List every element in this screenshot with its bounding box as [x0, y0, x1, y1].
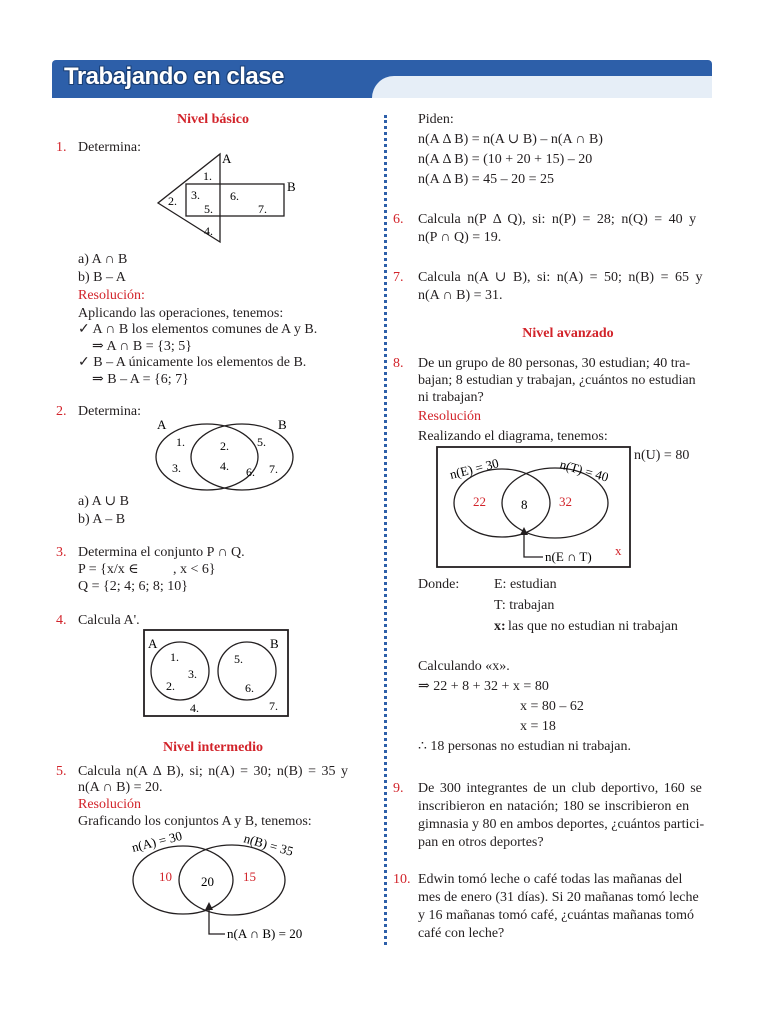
region-7: 7. — [269, 699, 278, 713]
region-3: 3. — [191, 188, 200, 202]
region-6: 6. — [246, 465, 255, 479]
problem-5-formula-2: n(A Δ B) = (10 + 20 + 15) – 20 — [418, 152, 593, 167]
problem-8-line-4: Realizando el diagrama, tenemos: — [418, 429, 608, 444]
problem-3-number: 3. — [56, 545, 67, 560]
problem-9-line-2: inscribieron en natación; 180 se inscribieron en — [418, 799, 690, 814]
problem-4-prompt: Calcula A'. — [78, 613, 140, 628]
level-adv-heading: Nivel avanzado — [522, 326, 614, 341]
definition-x: las que no estudian ni trabajan — [508, 619, 678, 634]
problem-10-line-3: y 16 mañanas tomó café, ¿cuántas mañanas tomó — [418, 908, 695, 923]
problem-7-line-2: n(A ∩ B) = 31. — [418, 288, 503, 303]
problem-1-prompt: Determina: — [78, 140, 141, 155]
problem-6-number: 6. — [393, 212, 404, 227]
label-b: B — [287, 179, 296, 194]
problem-5-line-3: Graficando los conjuntos A y B, tenemos: — [78, 814, 312, 829]
region-4: 4. — [190, 701, 199, 715]
label-n-t: n(T) = 40 — [558, 456, 611, 485]
problem-8-line-3: ni trabajan? — [418, 390, 484, 405]
value-intersection: 20 — [201, 874, 214, 889]
region-4: 4. — [220, 459, 229, 473]
label-a: A — [148, 636, 158, 651]
region-3: 3. — [188, 667, 197, 681]
problem-5-line-2: n(A ∩ B) = 20. — [78, 780, 163, 795]
region-6: 6. — [245, 681, 254, 695]
problem-1-step-4: ✓ B – A únicamente los elementos de B. — [78, 355, 307, 370]
section-banner — [52, 60, 712, 98]
problem-3-line-3: Q = {2; 4; 6; 8; 10} — [78, 579, 189, 594]
problem-1-step-2: ✓ A ∩ B los elementos comunes de A y B. — [78, 322, 318, 337]
universe-rectangle — [144, 630, 288, 716]
problem-5-formula-3: n(A Δ B) = 45 – 20 = 25 — [418, 172, 555, 187]
region-4: 4. — [204, 224, 213, 238]
where-label: Donde: — [418, 577, 460, 592]
problem-1-step-5: ⇒ B – A = {6; 7} — [92, 372, 189, 387]
definition-t: T: trabajan — [494, 598, 555, 613]
problem-8-number: 8. — [393, 356, 404, 371]
calc-step-3: x = 18 — [520, 719, 556, 734]
problem-5-formula-1: n(A Δ B) = n(A ∪ B) – n(A ∩ B) — [418, 132, 603, 147]
circle-set-b — [191, 424, 293, 490]
problem-2-option-b: b) A – B — [78, 512, 126, 527]
problem-8-diagram — [435, 445, 635, 570]
section-title: Trabajando en clase — [64, 63, 284, 90]
calc-step-2: x = 80 – 62 — [520, 699, 584, 714]
banner-accent — [372, 76, 712, 98]
problem-7-number: 7. — [393, 270, 404, 285]
label-a: A — [157, 417, 167, 432]
label-n-intersection: n(A ∩ B) = 20 — [227, 926, 303, 941]
problem-4-diagram — [142, 628, 292, 720]
level-basic-heading: Nivel básico — [177, 112, 249, 127]
problem-8-resolution-label: Resolución — [418, 409, 481, 424]
region-1: 1. — [176, 435, 185, 449]
problem-2-prompt: Determina: — [78, 404, 141, 419]
problem-2-diagram — [150, 415, 300, 495]
value-x: x — [615, 543, 622, 558]
calc-step-1: ⇒ 22 + 8 + 32 + x = 80 — [418, 679, 549, 694]
value-only-a: 10 — [159, 869, 172, 884]
problem-9-line-1: De 300 integrantes de un club deportivo, 160 se — [418, 781, 702, 796]
label-a: A — [222, 151, 232, 166]
problem-6-line-1: Calcula n(P Δ Q), si: n(P) = 28; n(Q) = 40 y — [418, 212, 697, 227]
label-n-b: n(B) = 35 — [242, 830, 296, 859]
region-7: 7. — [269, 462, 278, 476]
problem-9-line-4: pan en otros deportes? — [418, 835, 544, 850]
region-5: 5. — [234, 652, 243, 666]
problem-6-line-2: n(P ∩ Q) = 19. — [418, 230, 502, 245]
pointer-arrow — [520, 527, 528, 535]
label-n-universe: n(U) = 80 — [634, 448, 690, 463]
region-5: 5. — [204, 202, 213, 216]
circle-set-a — [151, 642, 209, 700]
value-only-e: 22 — [473, 494, 486, 509]
problem-1-option-a: a) A ∩ B — [78, 252, 128, 267]
label-n-e: n(E) = 30 — [448, 455, 501, 482]
circle-set-b — [179, 845, 285, 915]
problem-1-number: 1. — [56, 140, 67, 155]
definition-x-symbol: x: — [494, 619, 506, 634]
region-1: 1. — [203, 169, 212, 183]
problem-8-line-2: bajan; 8 estudian y trabajan, ¿cuántos no estudian — [418, 373, 696, 388]
problem-1-step-1: Aplicando las operaciones, tenemos: — [78, 306, 284, 321]
problem-10-line-4: café con leche? — [418, 926, 505, 941]
problem-2-number: 2. — [56, 404, 67, 419]
region-6: 6. — [230, 189, 239, 203]
calc-intro: Calculando «x». — [418, 659, 510, 674]
pointer-arrow — [205, 902, 213, 910]
region-2: 2. — [220, 439, 229, 453]
problem-5-diagram — [125, 826, 325, 946]
region-1: 1. — [170, 650, 179, 664]
circle-set-a — [156, 424, 258, 490]
problem-10-number: 10. — [393, 872, 411, 887]
problem-7-line-1: Calcula n(A ∪ B), si: n(A) = 50; n(B) = 65 y — [418, 270, 703, 285]
label-n-a: n(A) = 30 — [130, 827, 184, 855]
region-5: 5. — [257, 435, 266, 449]
problem-10-line-1: Edwin tomó leche o café todas las mañanas del — [418, 872, 683, 887]
problem-5-line-1: Calcula n(A Δ B), si; n(A) = 30; n(B) = 35 y — [78, 764, 348, 779]
definition-e: E: estudian — [494, 577, 557, 592]
level-mid-heading: Nivel intermedio — [163, 740, 263, 755]
region-2: 2. — [168, 194, 177, 208]
calc-conclusion: ∴ 18 personas no estudian ni trabajan. — [418, 739, 632, 754]
problem-5-asked: Piden: — [418, 112, 454, 127]
problem-3-line-1: Determina el conjunto P ∩ Q. — [78, 545, 245, 560]
problem-9-number: 9. — [393, 781, 404, 796]
problem-1-resolution-label: Resolución: — [78, 288, 145, 303]
label-b: B — [278, 417, 287, 432]
problem-5-resolution-label: Resolución — [78, 797, 141, 812]
problem-8-line-1: De un grupo de 80 personas, 30 estudian; 40 tra- — [418, 356, 691, 371]
problem-1-step-3: ⇒ A ∩ B = {3; 5} — [92, 339, 192, 354]
problem-1-option-b: b) B – A — [78, 270, 126, 285]
problem-2-option-a: a) A ∪ B — [78, 494, 130, 509]
circle-set-a — [133, 846, 233, 914]
column-divider — [384, 115, 387, 945]
problem-9-line-3: gimnasia y 80 en ambos deportes, ¿cuántos partici- — [418, 817, 705, 832]
problem-1-diagram — [150, 150, 310, 250]
region-3: 3. — [172, 461, 181, 475]
region-2: 2. — [166, 679, 175, 693]
region-7: 7. — [258, 202, 267, 216]
problem-4-number: 4. — [56, 613, 67, 628]
value-intersection: 8 — [521, 497, 528, 512]
problem-5-number: 5. — [56, 764, 67, 779]
problem-3-line-2b: , x < 6} — [173, 562, 216, 577]
label-b: B — [270, 636, 279, 651]
label-n-intersection: n(E ∩ T) — [545, 549, 592, 564]
value-only-b: 15 — [243, 869, 256, 884]
value-only-t: 32 — [559, 494, 572, 509]
problem-10-line-2: mes de enero (31 días). Si 20 mañanas tomó leche — [418, 890, 699, 905]
problem-3-line-2: P = {x/x ∈ — [78, 562, 139, 577]
